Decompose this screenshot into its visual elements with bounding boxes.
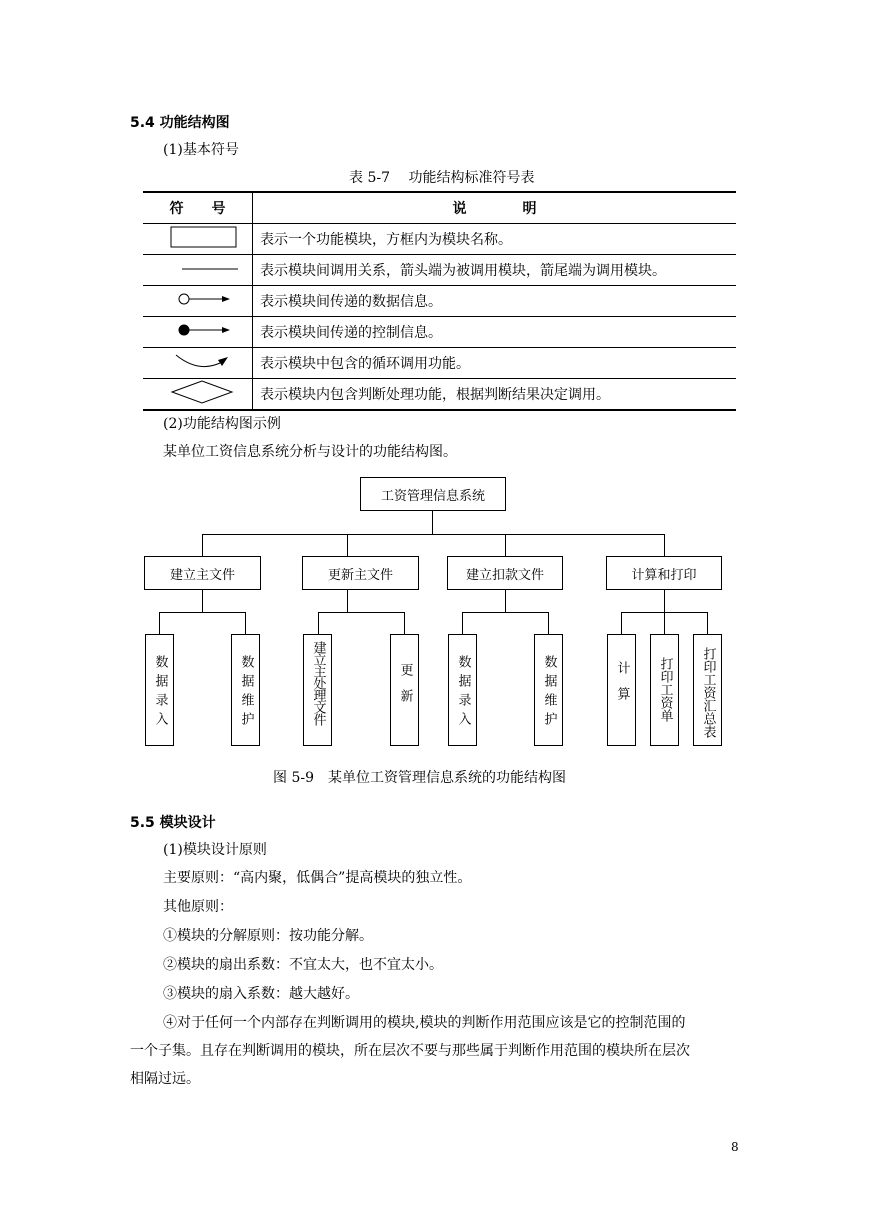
loop-arrow-icon [158, 349, 238, 373]
diamond-icon [158, 379, 238, 405]
table-row [143, 224, 736, 255]
l3-node: 数据录入 [145, 634, 174, 746]
l2-node: 建立扣款文件 [447, 556, 563, 590]
l3-node: 打印工资单 [650, 634, 679, 746]
table-row [143, 286, 736, 317]
rectangle-symbol-icon [158, 224, 238, 250]
table-row [143, 348, 736, 379]
row-desc: 表示一个功能模块，方框内为模块名称。 [253, 224, 737, 255]
table-row [143, 379, 736, 411]
rule-4-line-3: 相隔过远。 [130, 1071, 200, 1087]
example-intro: 某单位工资信息系统分析与设计的功能结构图。 [163, 444, 457, 460]
l2-node: 计算和打印 [606, 556, 722, 590]
table-row [143, 317, 736, 348]
table-row [143, 255, 736, 286]
row-desc: 表示模块间调用关系，箭头端为被调用模块，箭尾端为调用模块。 [253, 255, 737, 286]
row-desc: 表示模块间传递的控制信息。 [253, 317, 737, 348]
l3-node: 数据录入 [448, 634, 477, 746]
l3-node: 更 新 [390, 634, 419, 746]
root-node: 工资管理信息系统 [360, 477, 506, 511]
rule-2: ②模块的扇出系数：不宜太大，也不宜太小。 [163, 957, 443, 973]
row-desc: 表示模块间传递的数据信息。 [253, 286, 737, 317]
l3-node: 建立主处理文件 [303, 634, 332, 746]
call-arrow-icon [158, 258, 238, 278]
col-desc-header: 说 明 [253, 192, 737, 224]
row-desc: 表示模块内包含判断处理功能，根据判断结果决定调用。 [253, 379, 737, 411]
section-5-5-title: 5.5 模块设计 [130, 815, 216, 831]
control-couple-icon [158, 320, 238, 340]
col-symbol-header: 符 号 [143, 192, 253, 224]
l2-node: 建立主文件 [144, 556, 261, 590]
symbol-table [143, 191, 736, 411]
rule-1: ①模块的分解原则：按功能分解。 [163, 928, 373, 944]
rule-3: ③模块的扇入系数：越大越好。 [163, 986, 359, 1002]
section-5-4-title: 5.4 功能结构图 [130, 115, 230, 131]
rule-4-line-1: ④对于任何一个内部存在判断调用的模块,模块的判断作用范围应该是它的控制范围的 [163, 1015, 686, 1031]
main-principle: 主要原则：“高内聚，低偶合”提高模块的独立性。 [163, 870, 472, 886]
l2-node: 更新主文件 [302, 556, 419, 590]
l3-node: 数据维护 [231, 634, 260, 746]
l3-node: 数据维护 [534, 634, 563, 746]
subsection-module-principles: (1)模块设计原则 [163, 842, 267, 858]
row-desc: 表示模块中包含的循环调用功能。 [253, 348, 737, 379]
l3-node: 打印工资汇总表 [693, 634, 722, 746]
table-caption: 表 5-7 功能结构标准符号表 [349, 170, 535, 186]
page-number: 8 [731, 1140, 739, 1154]
rule-4-line-2: 一个子集。且存在判断调用的模块，所在层次不要与那些属于判断作用范围的模块所在层次 [130, 1043, 690, 1059]
l3-node: 计 算 [607, 634, 636, 746]
subsection-basic-symbols: (1)基本符号 [163, 142, 239, 158]
data-couple-icon [158, 289, 238, 309]
other-principles-label: 其他原则： [163, 899, 233, 915]
figure-caption: 图 5-9 某单位工资管理信息系统的功能结构图 [273, 770, 566, 786]
subsection-example: (2)功能结构图示例 [163, 416, 281, 432]
